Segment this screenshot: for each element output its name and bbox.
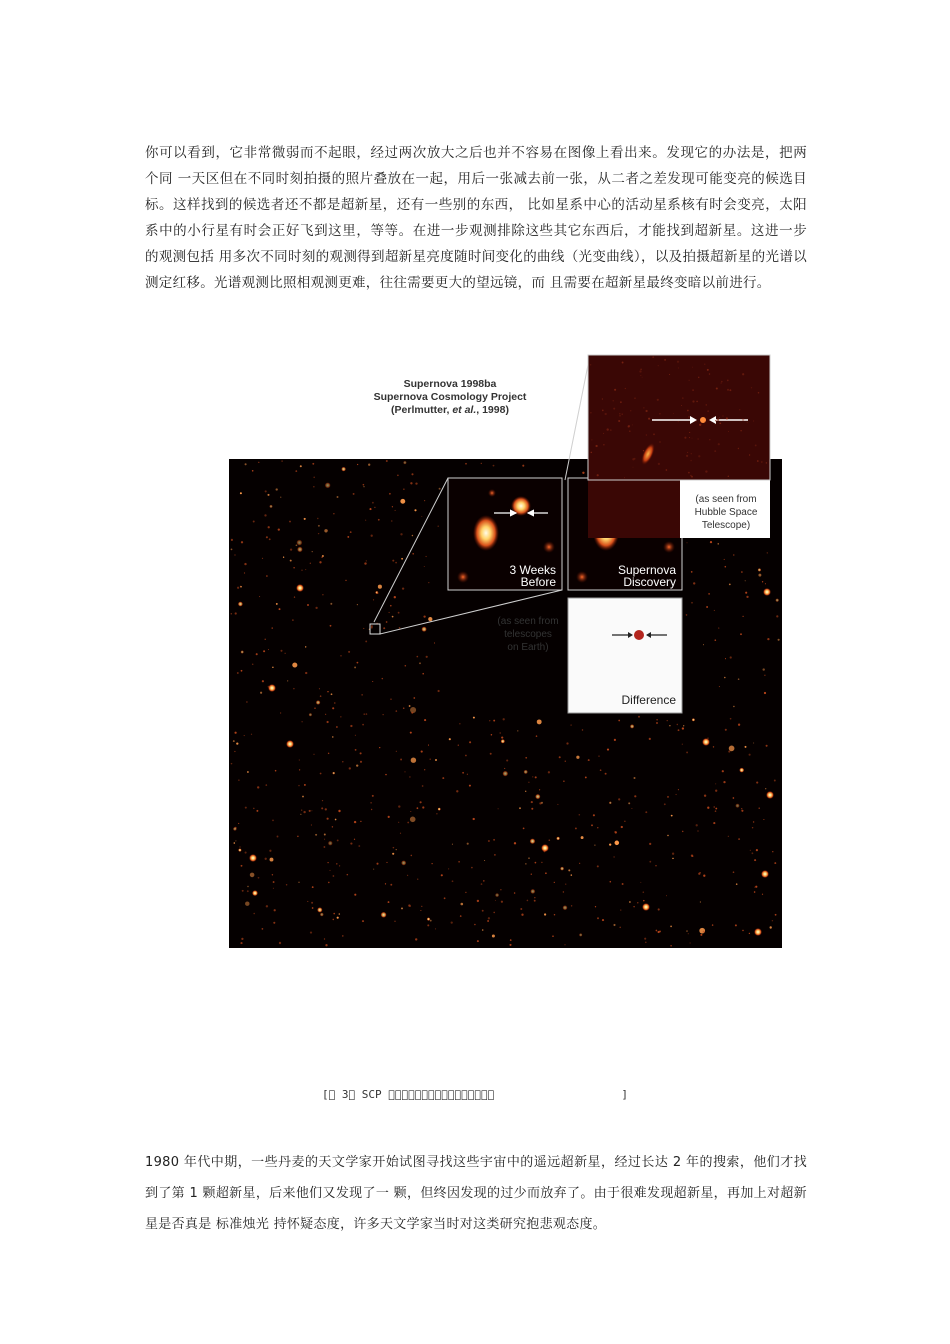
label-seen-from-earth: (as seen from telescopes on Earth) — [497, 616, 559, 653]
label-difference: Difference — [621, 693, 676, 707]
figure-title-line-1: Supernova 1998ba — [403, 378, 497, 390]
figure-title-line-3: (Perlmutter, et al., 1998) — [391, 404, 509, 416]
figure-title — [355, 378, 545, 417]
caption-left: [  3  SCP                  — [322, 1088, 495, 1101]
body-paragraph-1: 你可以看到，它非常微弱而不起眼，经过两次放大之后也并不容易在图像上看出来。发现它的办法是，把两个同 一天区但在不同时刻拍摄的照片叠放在一起，用后一张减去前一张，从二者之差发现可能变亮的候选目标。这样找到的候选者还不都是超新星，还有一些别的东西， 比如星系中心的活动星系核有时会变亮，太阳系中的小行星有时会正好飞到这里，等等。在进一步观测排除这些其它东西后，才能找到超新星。这进一步的观测包括 用多次不同时刻的观测得到超新星亮度随时间变化的曲线（光变曲线），以及拍摄超新星的光谱以测定红移。光谱观测比照相观测更难，往往需要更大的望远镜，而 且需要在超新星最终变暗以前进行。 — [145, 144, 807, 291]
body-paragraph-2: 1980 年代中期，一些丹麦的天文学家开始试图寻找这些宇宙中的遥远超新星，经过长达 2 年的搜索，他们才找到了第 1 颗超新星，后来他们又发现了一 颗，但终因发现的过少而放弃了。由于很难发现超新星，再加上对超新星是否真是 标准烛光 持怀疑态度，许多天文学家当时对这类研究抱悲观态度。 — [145, 1155, 807, 1232]
figure-title-line-2: Supernova Cosmology Project — [373, 391, 527, 403]
label-seen-from-hubble: (as seen from Hubble Space Telescope) — [694, 494, 758, 531]
label-3-weeks-before: 3 Weeks Before — [509, 563, 556, 589]
figure-caption — [322, 1088, 628, 1101]
label-supernova-discovery: Supernova Discovery — [617, 563, 676, 589]
caption-right: ] — [621, 1088, 628, 1101]
